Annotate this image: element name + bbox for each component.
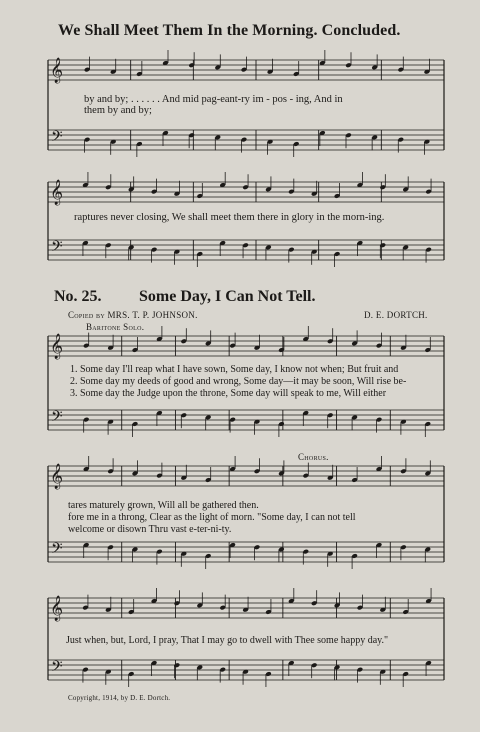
lyric-line: them by and by; [84,105,152,116]
lyric-line: by and by; . . . . . . And mid pag-eant-ry im - pos - ing, And in [84,94,343,105]
verse-line: welcome or disown Thru vast e-ter-ni-ty. [68,524,232,535]
chorus-label: Chorus. [298,452,329,462]
copyright-notice: Copyright, 1914, by D. E. Dortch. [68,694,171,702]
treble-clef: 𝄞 [50,180,64,205]
verse-line: tares maturely grown, Will all be gathered then. [68,500,259,511]
bass-clef: 𝄢 [51,408,63,429]
voice-label: Baritone Solo. [86,322,145,332]
copied-by-credit: Copied by MRS. T. P. JOHNSON. [68,310,198,320]
verse-line: 1. Some day I'll reap what I have sown, Some day, I know not when; But fruit and [70,364,399,375]
bass-clef: 𝄢 [51,128,63,149]
bass-clef: 𝄢 [51,658,63,679]
verse-line: 3. Some day the Judge upon the throne, Some day will speak to me, Will either [70,388,387,399]
treble-clef: 𝄞 [50,58,64,83]
bass-clef: 𝄢 [51,238,63,259]
song-number: No. 25. [54,288,102,305]
continued-song-title: We Shall Meet Them In the Morning. Concluded. [58,22,401,39]
bass-clef: 𝄢 [51,540,63,561]
treble-clef: 𝄞 [50,596,64,621]
verse-line: 2. Some day my deeds of good and wrong, Some day—it may be soon, Will rise be- [70,376,407,387]
song-title: Some Day, I Can Not Tell. [139,288,316,305]
treble-clef: 𝄞 [50,334,64,359]
verse-line: fore me in a throng, Clear as the light of morn. "Some day, I can not tell [68,512,356,523]
lyric-line: raptures never closing, We shall meet them there in glory in the morn-ing. [74,212,385,223]
verse-line: Just when, but, Lord, I pray, That I may go to dwell with Thee some happy day." [66,635,389,646]
treble-clef: 𝄞 [50,464,64,489]
composer-credit: D. E. DORTCH. [364,310,428,320]
